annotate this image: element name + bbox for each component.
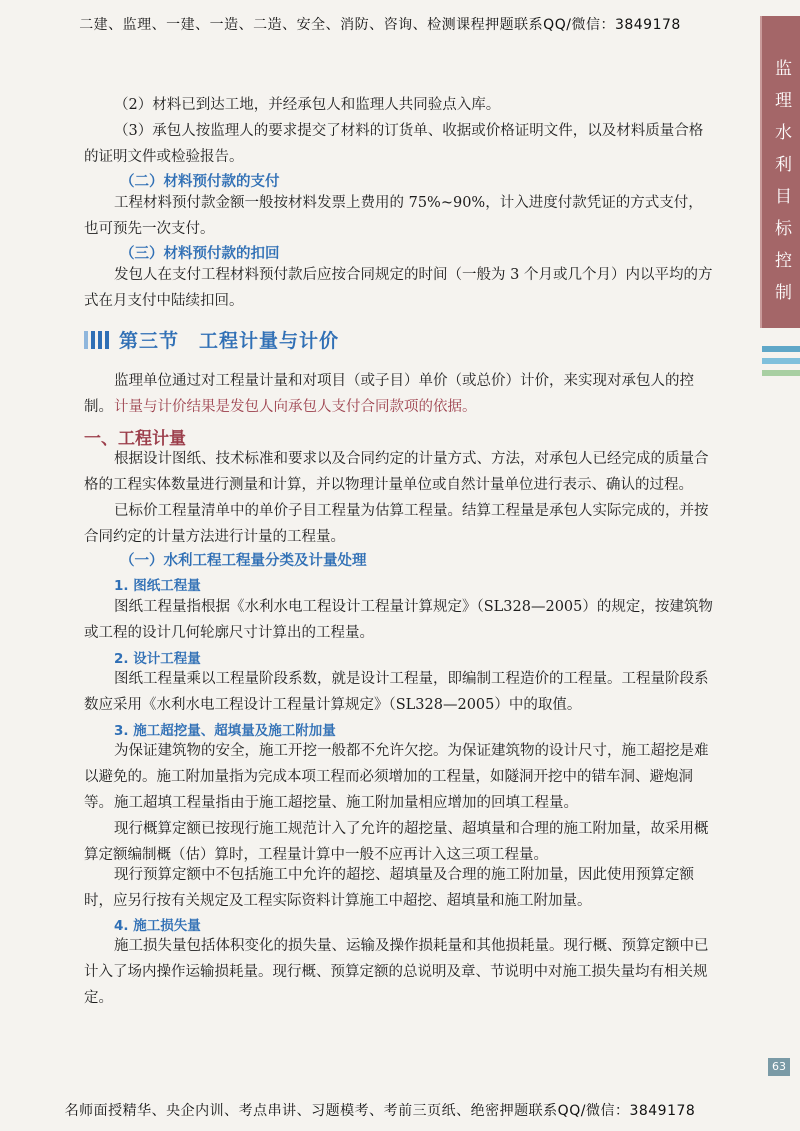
subheading: 4. 施工损失量	[114, 918, 201, 934]
paragraph: 工程材料预付款金额一般按材料发票上费用的 75%~90%，计入进度付款凭证的方式支付，也可预先一次支付。	[84, 195, 703, 237]
section-heading	[84, 326, 339, 353]
paragraph: （3）承包人按监理人的要求提交了材料的订货单、收据或价格证明文件，以及材料质量合格的证明文件或检验报告。	[84, 123, 704, 165]
page-number: 63	[768, 1058, 790, 1076]
footer-banner: 名师面授精华、央企内训、考点串讲、习题模考、考前三页纸、绝密押题联系QQ/微信：3849178	[64, 1103, 696, 1119]
paragraph: 发包人在支付工程材料预付款后应按合同规定的时间（一般为 3 个月或几个月）内以平均的方式在月支付中陆续扣回。	[84, 267, 713, 309]
subheading: （一）水利工程工程量分类及计量处理	[120, 553, 367, 569]
section-bars-icon	[84, 331, 109, 349]
paragraph: 为保证建筑物的安全，施工开挖一般都不允许欠挖。为保证建筑物的设计尺寸，施工超挖是难以避免的。施工附加量指为完成本项工程而必须增加的工程量，如隧洞开挖中的错车洞、避炮洞等。	[84, 743, 709, 811]
header-banner: 二建、监理、一建、一造、二造、安全、消防、咨询、检测课程押题联系QQ/微信：3849178	[79, 17, 681, 33]
paragraph: 监理单位通过对工程量计量和对项目（或子目）单价（或总价）计价，来实现对承包人的控制。	[84, 373, 694, 415]
subheading: （二）材料预付款的支付	[120, 174, 280, 190]
subheading: 1. 图纸工程量	[114, 578, 201, 594]
paragraph: 施工超填工程量指由于施工超挖量、施工附加量相应增加的回填工程量。	[114, 795, 578, 811]
paragraph: 已标价工程量清单中的单价子目工程量为估算工程量。结算工程量是承包人实际完成的，并按合同约定的计量方法进行计量的工程量。	[84, 503, 709, 545]
paragraph: 现行预算定额中不包括施工中允许的超挖、超填量及合理的施工附加量，因此使用预算定额时，应另行按有关规定及工程实际资料计算施工中超挖、超填量和施工附加量。	[84, 867, 694, 909]
heading: 一、工程计量	[84, 429, 186, 449]
paragraph: 现行概算定额已按现行施工规范计入了允许的超挖量、超填量和合理的施工附加量，故采用概算定额编制概（估）算时，工程量计算中一般不应再计入这三项工程量。	[84, 821, 709, 863]
side-tab-label: 监理水利目标控制	[771, 59, 791, 315]
paragraph: 根据设计图纸、技术标准和要求以及合同约定的计量方式、方法，对承包人已经完成的质量合格的工程实体数量进行测量和计算，并以物理计量单位或自然计量单位进行表示、确认的过程。	[84, 451, 709, 493]
paragraph: （2）材料已到达工地，并经承包人和监理人共同验点入库。	[114, 97, 501, 113]
paragraph: 图纸工程量指根据《水利水电工程设计工程量计算规定》（SL328—2005）的规定，按建筑物或工程的设计几何轮廓尺寸计算出的工程量。	[84, 599, 713, 641]
side-tab	[760, 16, 800, 328]
paragraph: 计量与计价结果是发包人向承包人支付合同款项的依据。	[114, 399, 477, 415]
subheading: （三）材料预付款的扣回	[120, 246, 280, 262]
subheading: 3. 施工超挖量、超填量及施工附加量	[114, 723, 336, 739]
subheading: 2. 设计工程量	[114, 651, 201, 667]
section-title: 第三节 工程计量与计价	[119, 330, 340, 352]
side-stripes	[762, 346, 800, 382]
paragraph: 施工损失量包括体积变化的损失量、运输及操作损耗量和其他损耗量。现行概、预算定额中已计入了场内操作运输损耗量。现行概、预算定额的总说明及章、节说明中对施工损失量均有相关规定。	[84, 938, 709, 1006]
paragraph: 图纸工程量乘以工程量阶段系数，就是设计工程量，即编制工程造价的工程量。工程量阶段系数应采用《水利水电工程设计工程量计算规定》（SL328—2005）中的取值。	[84, 671, 709, 713]
